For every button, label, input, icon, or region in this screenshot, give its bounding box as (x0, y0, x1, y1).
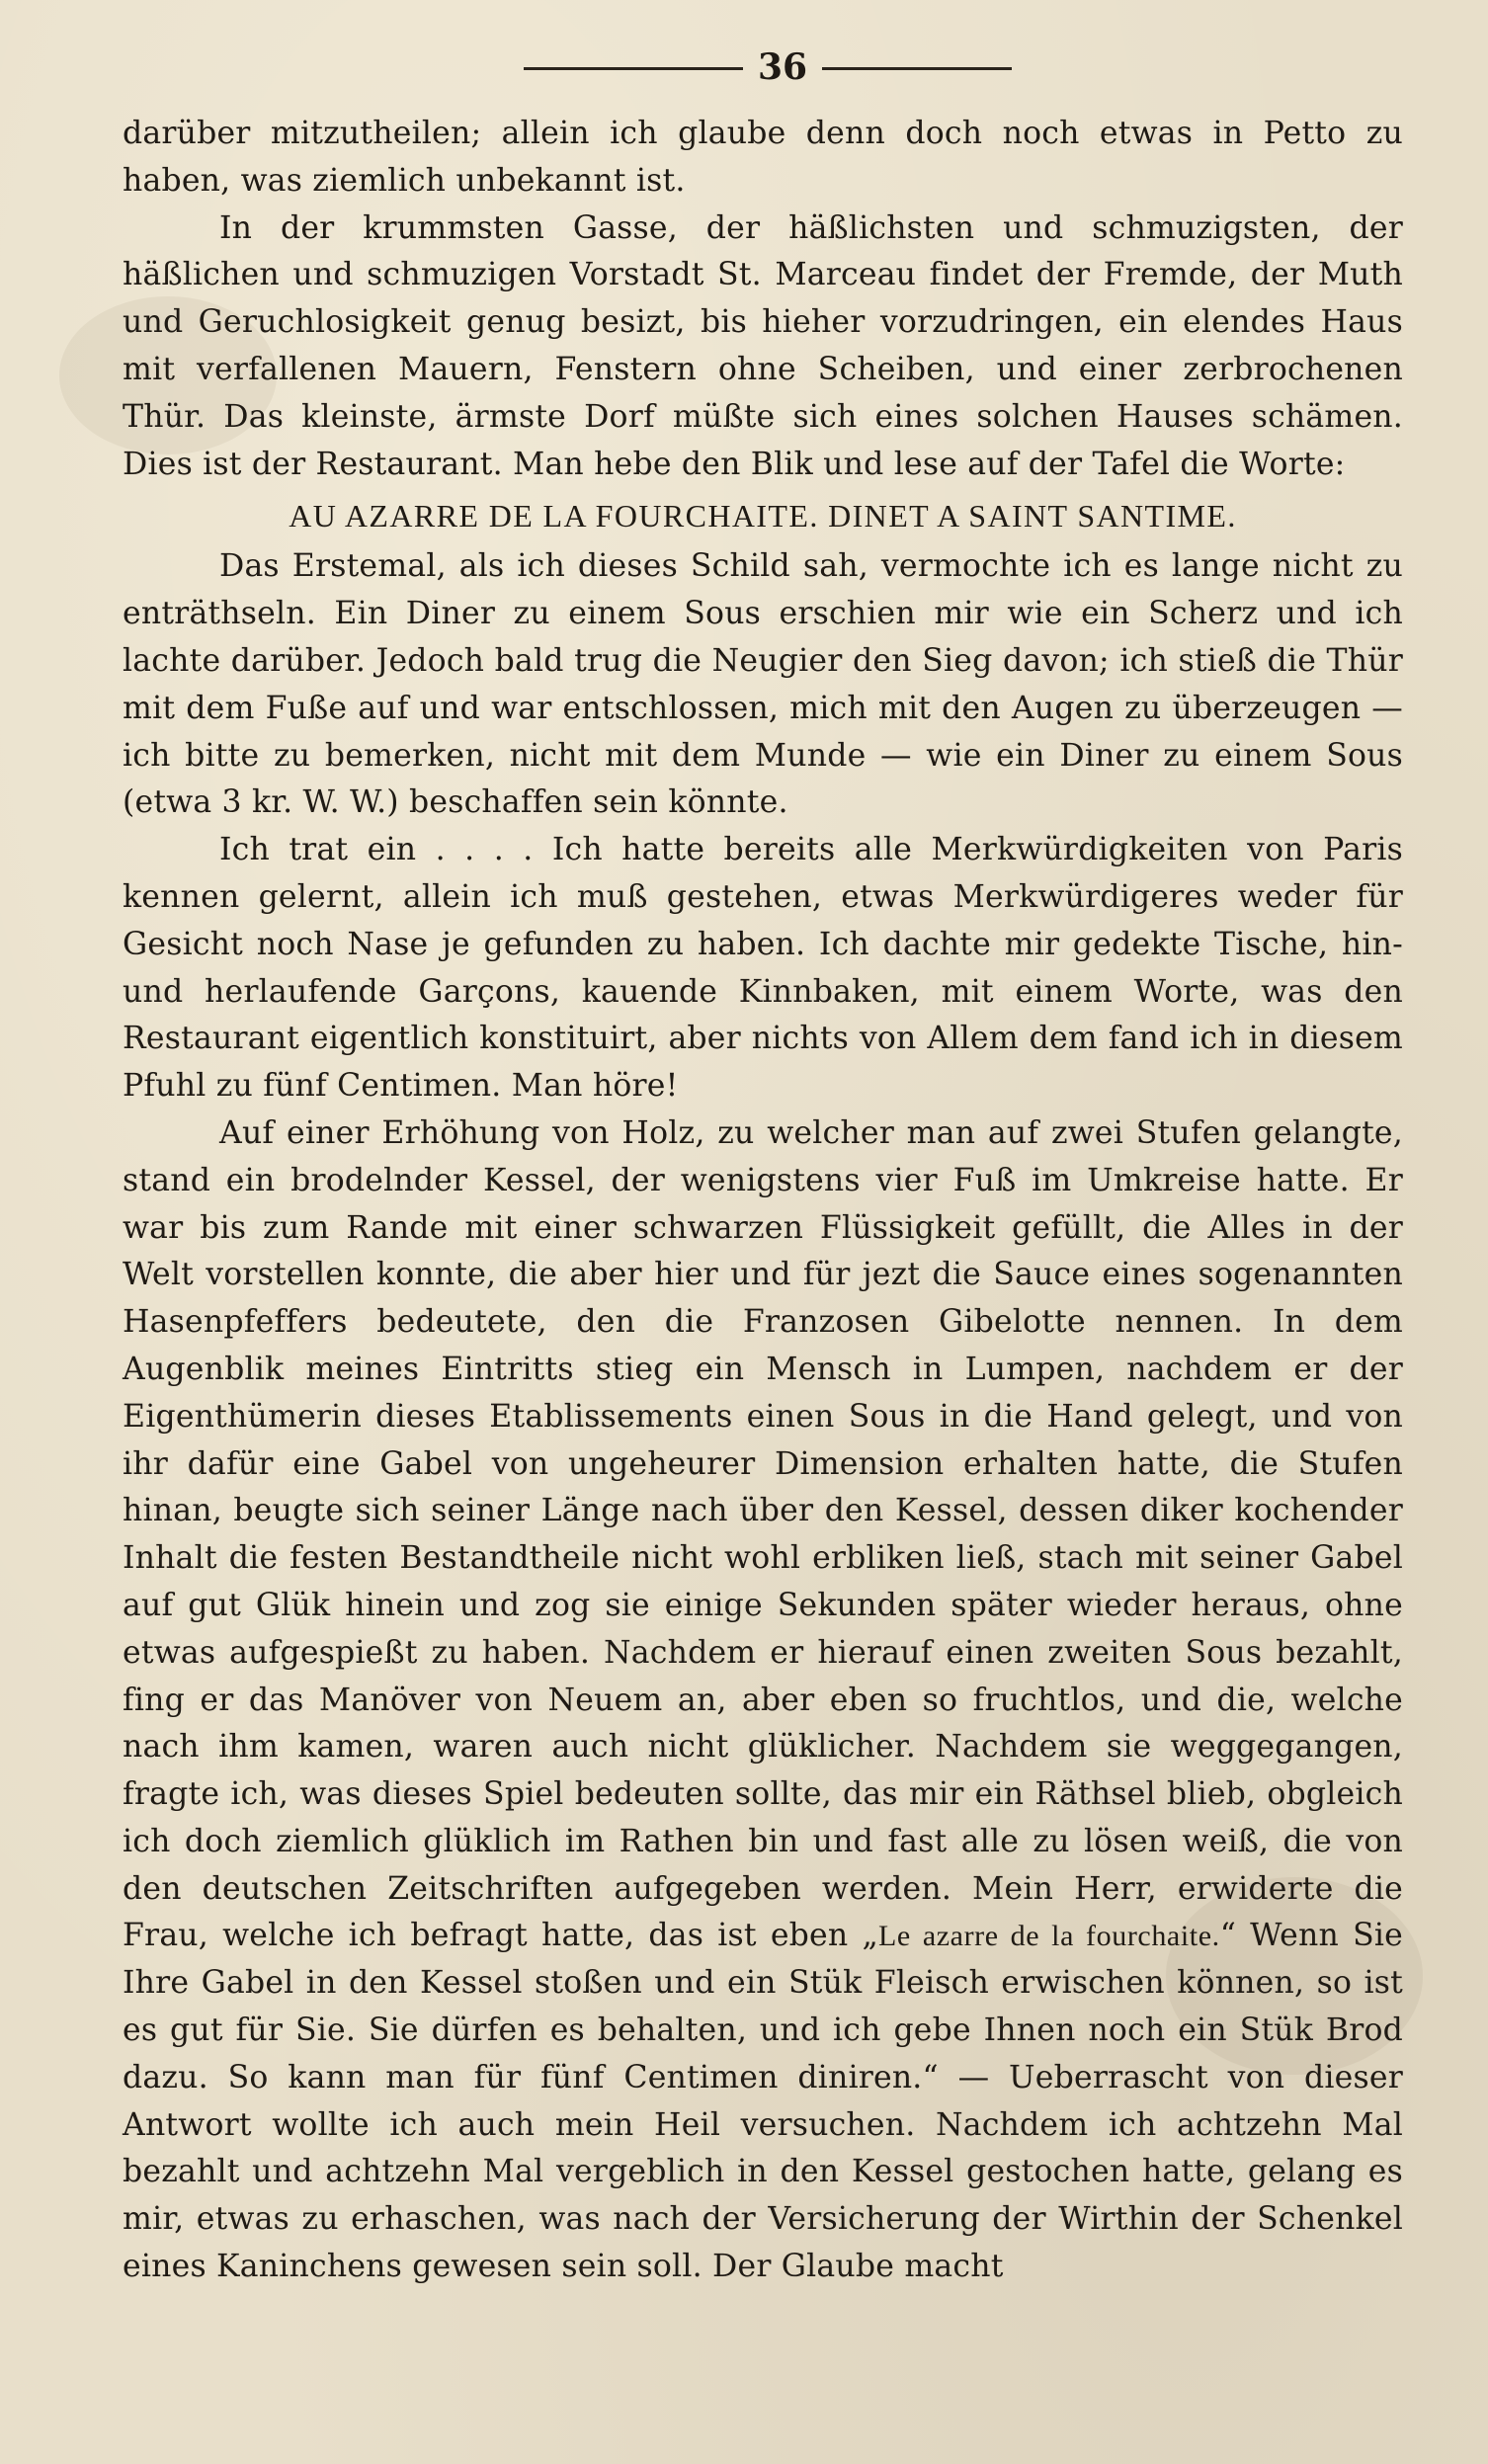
paragraph-kessel-part2: “ Wenn Sie Ihre Gabel in den Kessel stoßen und ein Stük Fleisch erwischen können, so ist es gut für Sie. Sie dürfen es behalten, und ich gebe Ihnen noch ein Stük Brod dazu. So kann man für fünf Centimen diniren.“ — Ueberrascht von dieser Antwort wollte ich auch mein Heil versuchen. Nachdem ich achtzehn Mal bezahlt und achtzehn Mal vergeblich in den Kessel gestochen hatte, gelang es mir, etwas zu erhaschen, was nach der Versicherung der Wirthin der Schenkel eines Kaninchens gewesen sein soll. Der Glaube macht (123, 1918, 1403, 2285)
paragraph-schild: Das Erstemal, als ich dieses Schild sah, vermochte ich es lange nicht zu enträthseln. Ein Diner zu einem Sous erschien mir wie ein Scherz und ich lachte darüber. Jedoch bald trug die Neugier den Sieg davon; ich stieß die Thür mit dem Fuße auf und war entschlossen, mich mit den Augen zu überzeugen — ich bitte zu bemerken, nicht mit dem Munde — wie ein Diner zu einem Sous (etwa 3 kr. W. W.) beschaffen sein könnte. (123, 548, 1403, 821)
paragraph-continued: darüber mitzutheilen; allein ich glaube denn doch noch etwas in Petto zu haben, was ziemlich unbekannt ist. (123, 116, 1403, 199)
paragraph-kessel-part1: Auf einer Erhöhung von Holz, zu welcher man auf zwei Stufen gelangte, stand ein brodelnder Kessel, der wenigstens vier Fuß im Umkreise hatte. Er war bis zum Rande mit einer schwarzen Flüssigkeit gefüllt, die Alles in der Welt vorstellen konnte, die aber hier und für jezt die Sauce eines sogenannten Hasenpfeffers bedeutete, den die Franzosen Gibelotte nennen. In dem Augenblik meines Eintritts stieg ein Mensch in Lumpen, nachdem er der Eigenthümerin dieses Etablissements einen Sous in die Hand gelegt, und von ihr dafür eine Gabel von ungeheurer Dimension erhalten hatte, die Stufen hinan, beugte sich seiner Länge nach über den Kessel, dessen diker kochender Inhalt die festen Bestandtheile nicht wohl erbliken ließ, stach mit seiner Gabel auf gut Glük hinein und zog sie einige Sekunden später wieder heraus, ohne etwas aufgespießt zu haben. Nachdem er hierauf einen zweiten Sous bezahlt, fing er das Manöver von Neuem an, aber eben so fruchtlos, und die, welche nach ihm kamen, waren auch nicht glüklicher. Nachdem sie weggegangen, fragte ich, was dieses Spiel bedeuten sollte, das mir ein Räthsel blieb, obgleich ich doch ziemlich glüklich im Rathen bin und fast alle zu lösen weiß, die von den deutschen Zeitschriften aufgegeben werden. Mein Herr, erwiderte die Frau, welche ich befragt hatte, das ist eben „ (123, 1114, 1403, 1954)
restaurant-sign-text: AU AZARRE DE LA FOURCHAITE. DINET A SAINT SANTIME. (289, 498, 1237, 534)
paragraph-kessel (123, 1110, 1403, 2291)
page-number: 36 (757, 46, 808, 88)
header-rule-right (822, 67, 1012, 70)
page-header (0, 43, 1488, 93)
quoted-french-phrase: Le azarre de la fourchaite. (877, 1920, 1220, 1953)
header-rule-left (524, 67, 743, 70)
paragraph-eintritt: Ich trat ein . . . . Ich hatte bereits alle Merkwürdigkeiten von Paris kennen gelernt, allein ich muß gestehen, etwas Merkwürdigeres weder für Gesicht noch Nase je gefunden zu haben. Ich dachte mir gedekte Tische, hin- und herlaufende Garçons, kauende Kinnbaken, mit einem Worte, was den Restaurant eigentlich konstituirt, aber nichts von Allem dem fand ich in diesem Pfuhl zu fünf Centimen. Man höre! (123, 832, 1403, 1105)
body-text (123, 111, 1403, 2291)
paragraph-vorstadt: In der krummsten Gasse, der häßlichsten und schmuzigsten, der häßlichen und schmuzigen Vorstadt St. Marceau findet der Fremde, der Muth und Geruchlosigkeit genug besizt, bis hieher vorzudringen, ein elendes Haus mit verfallenen Mauern, Fenstern ohne Scheiben, und einer zerbrochenen Thür. Das kleinste, ärmste Dorf müßte sich eines solchen Hauses schämen. Dies ist der Restaurant. Man hebe den Blik und lese auf der Tafel die Worte: (123, 209, 1403, 482)
